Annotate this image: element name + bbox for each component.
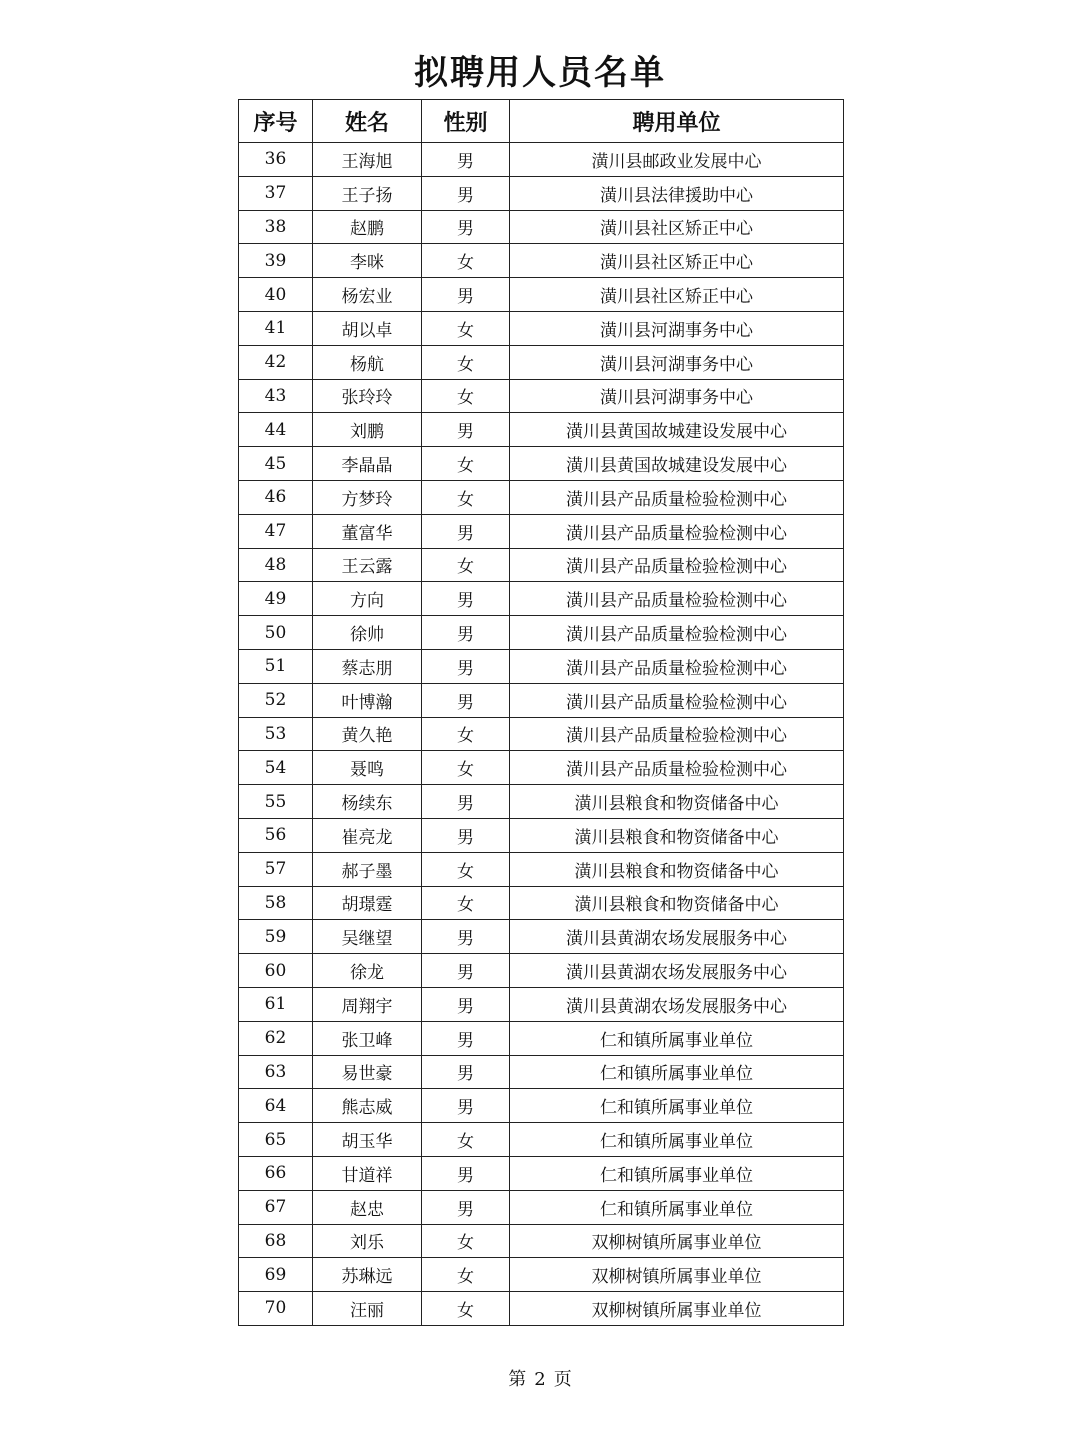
table-row [239,514,844,548]
cell-serial-number: 53 [239,717,313,751]
cell-gender: 男 [422,683,510,717]
table-row [239,244,844,278]
table-row [239,1156,844,1190]
cell-name: 张卫峰 [313,1021,422,1055]
table-row [239,987,844,1021]
cell-name: 胡以卓 [313,311,422,345]
cell-employer: 潢川县河湖事务中心 [510,311,844,345]
cell-name: 赵鹏 [313,210,422,244]
page-title: 拟聘用人员名单 [414,53,666,93]
table-row [239,548,844,582]
cell-gender: 女 [422,447,510,481]
cell-employer: 潢川县法律援助中心 [510,176,844,210]
cell-serial-number: 58 [239,886,313,920]
table-header-row [239,100,844,143]
cell-employer: 潢川县邮政业发展中心 [510,143,844,177]
cell-gender: 男 [422,514,510,548]
cell-employer: 潢川县产品质量检验检测中心 [510,649,844,683]
cell-gender: 男 [422,818,510,852]
cell-employer: 潢川县产品质量检验检测中心 [510,751,844,785]
cell-serial-number: 46 [239,480,313,514]
cell-gender: 女 [422,244,510,278]
cell-employer: 潢川县产品质量检验检测中心 [510,717,844,751]
cell-name: 董富华 [313,514,422,548]
cell-name: 甘道祥 [313,1156,422,1190]
cell-gender: 男 [422,413,510,447]
cell-name: 杨续东 [313,785,422,819]
cell-serial-number: 68 [239,1224,313,1258]
cell-employer: 仁和镇所属事业单位 [510,1089,844,1123]
cell-name: 胡璟霆 [313,886,422,920]
table-row [239,210,844,244]
cell-name: 徐龙 [313,954,422,988]
table-row [239,176,844,210]
cell-name: 李咪 [313,244,422,278]
cell-serial-number: 37 [239,176,313,210]
cell-name: 徐帅 [313,616,422,650]
cell-gender: 男 [422,1190,510,1224]
cell-serial-number: 47 [239,514,313,548]
cell-employer: 双柳树镇所属事业单位 [510,1258,844,1292]
cell-name: 王云露 [313,548,422,582]
table-row [239,1055,844,1089]
cell-employer: 潢川县粮食和物资储备中心 [510,818,844,852]
cell-name: 苏琳远 [313,1258,422,1292]
cell-employer: 潢川县黄国故城建设发展中心 [510,447,844,481]
cell-serial-number: 61 [239,987,313,1021]
table-row [239,886,844,920]
cell-name: 方向 [313,582,422,616]
cell-employer: 潢川县产品质量检验检测中心 [510,616,844,650]
table-row [239,1021,844,1055]
cell-serial-number: 36 [239,143,313,177]
header-serial-number: 序号 [239,100,313,143]
cell-employer: 潢川县产品质量检验检测中心 [510,480,844,514]
cell-serial-number: 52 [239,683,313,717]
cell-gender: 女 [422,717,510,751]
cell-gender: 女 [422,1123,510,1157]
table-row [239,683,844,717]
cell-employer: 潢川县黄湖农场发展服务中心 [510,954,844,988]
cell-name: 黄久艳 [313,717,422,751]
cell-serial-number: 43 [239,379,313,413]
cell-name: 方梦玲 [313,480,422,514]
cell-employer: 潢川县粮食和物资储备中心 [510,785,844,819]
table-row [239,1123,844,1157]
cell-serial-number: 60 [239,954,313,988]
table-row [239,920,844,954]
cell-serial-number: 56 [239,818,313,852]
cell-gender: 男 [422,278,510,312]
cell-employer: 双柳树镇所属事业单位 [510,1292,844,1326]
cell-name: 张玲玲 [313,379,422,413]
cell-serial-number: 63 [239,1055,313,1089]
table-row [239,649,844,683]
cell-name: 周翔宇 [313,987,422,1021]
table-row [239,1258,844,1292]
cell-gender: 男 [422,649,510,683]
cell-name: 叶博瀚 [313,683,422,717]
cell-gender: 男 [422,210,510,244]
cell-employer: 双柳树镇所属事业单位 [510,1224,844,1258]
cell-serial-number: 64 [239,1089,313,1123]
cell-serial-number: 62 [239,1021,313,1055]
cell-gender: 男 [422,1156,510,1190]
table-row [239,852,844,886]
cell-serial-number: 39 [239,244,313,278]
cell-serial-number: 48 [239,548,313,582]
cell-name: 蔡志朋 [313,649,422,683]
table-row [239,1292,844,1326]
cell-serial-number: 40 [239,278,313,312]
cell-employer: 仁和镇所属事业单位 [510,1123,844,1157]
cell-gender: 女 [422,1224,510,1258]
cell-gender: 男 [422,954,510,988]
table-row [239,751,844,785]
cell-employer: 潢川县黄湖农场发展服务中心 [510,987,844,1021]
cell-employer: 潢川县产品质量检验检测中心 [510,683,844,717]
table-row [239,278,844,312]
cell-name: 聂鸣 [313,751,422,785]
cell-gender: 女 [422,379,510,413]
table-row [239,447,844,481]
cell-name: 杨航 [313,345,422,379]
header-gender: 性别 [422,100,510,143]
cell-serial-number: 44 [239,413,313,447]
cell-gender: 女 [422,548,510,582]
cell-gender: 男 [422,987,510,1021]
table-row [239,1190,844,1224]
cell-employer: 仁和镇所属事业单位 [510,1055,844,1089]
cell-name: 杨宏业 [313,278,422,312]
cell-gender: 女 [422,886,510,920]
cell-gender: 女 [422,751,510,785]
cell-employer: 潢川县社区矫正中心 [510,278,844,312]
table-row [239,582,844,616]
cell-gender: 女 [422,852,510,886]
table-body [239,143,844,1326]
cell-employer: 潢川县黄湖农场发展服务中心 [510,920,844,954]
header-name: 姓名 [313,100,422,143]
cell-gender: 女 [422,345,510,379]
cell-employer: 潢川县产品质量检验检测中心 [510,514,844,548]
table-row [239,954,844,988]
table-row [239,480,844,514]
cell-gender: 男 [422,1089,510,1123]
footer-prefix: 第 [508,1369,527,1390]
cell-gender: 男 [422,616,510,650]
cell-employer: 仁和镇所属事业单位 [510,1156,844,1190]
cell-gender: 男 [422,785,510,819]
cell-name: 刘鹏 [313,413,422,447]
cell-serial-number: 51 [239,649,313,683]
cell-employer: 仁和镇所属事业单位 [510,1021,844,1055]
cell-gender: 女 [422,480,510,514]
cell-serial-number: 54 [239,751,313,785]
cell-employer: 潢川县黄国故城建设发展中心 [510,413,844,447]
header-employer: 聘用单位 [510,100,844,143]
cell-serial-number: 70 [239,1292,313,1326]
cell-gender: 男 [422,920,510,954]
personnel-table [238,99,844,1326]
cell-serial-number: 57 [239,852,313,886]
cell-serial-number: 38 [239,210,313,244]
cell-employer: 潢川县产品质量检验检测中心 [510,548,844,582]
cell-serial-number: 50 [239,616,313,650]
cell-gender: 女 [422,311,510,345]
cell-employer: 潢川县河湖事务中心 [510,345,844,379]
cell-name: 王海旭 [313,143,422,177]
cell-serial-number: 45 [239,447,313,481]
table-row [239,311,844,345]
cell-name: 易世豪 [313,1055,422,1089]
table-row [239,616,844,650]
cell-gender: 女 [422,1292,510,1326]
table-row [239,379,844,413]
cell-gender: 男 [422,1021,510,1055]
table-row [239,413,844,447]
table-row [239,785,844,819]
table-row [239,1224,844,1258]
cell-name: 熊志威 [313,1089,422,1123]
cell-serial-number: 42 [239,345,313,379]
table-row [239,143,844,177]
cell-employer: 潢川县社区矫正中心 [510,244,844,278]
cell-employer: 潢川县产品质量检验检测中心 [510,582,844,616]
cell-serial-number: 69 [239,1258,313,1292]
table-row [239,345,844,379]
cell-gender: 男 [422,143,510,177]
cell-name: 汪丽 [313,1292,422,1326]
cell-serial-number: 55 [239,785,313,819]
table-row [239,717,844,751]
cell-gender: 女 [422,1258,510,1292]
page-number: 2 [534,1369,546,1390]
cell-employer: 仁和镇所属事业单位 [510,1190,844,1224]
cell-name: 郝子墨 [313,852,422,886]
cell-name: 王子扬 [313,176,422,210]
cell-employer: 潢川县河湖事务中心 [510,379,844,413]
cell-serial-number: 49 [239,582,313,616]
cell-gender: 男 [422,1055,510,1089]
footer-suffix: 页 [553,1369,572,1390]
cell-serial-number: 41 [239,311,313,345]
cell-serial-number: 59 [239,920,313,954]
cell-serial-number: 65 [239,1123,313,1157]
cell-gender: 男 [422,582,510,616]
cell-name: 刘乐 [313,1224,422,1258]
cell-employer: 潢川县粮食和物资储备中心 [510,852,844,886]
page-footer [0,1368,1080,1392]
cell-name: 赵忠 [313,1190,422,1224]
cell-name: 胡玉华 [313,1123,422,1157]
cell-employer: 潢川县粮食和物资储备中心 [510,886,844,920]
cell-serial-number: 66 [239,1156,313,1190]
cell-name: 李晶晶 [313,447,422,481]
cell-name: 吴继望 [313,920,422,954]
cell-serial-number: 67 [239,1190,313,1224]
cell-gender: 男 [422,176,510,210]
table-row [239,1089,844,1123]
cell-name: 崔亮龙 [313,818,422,852]
cell-employer: 潢川县社区矫正中心 [510,210,844,244]
table-row [239,818,844,852]
